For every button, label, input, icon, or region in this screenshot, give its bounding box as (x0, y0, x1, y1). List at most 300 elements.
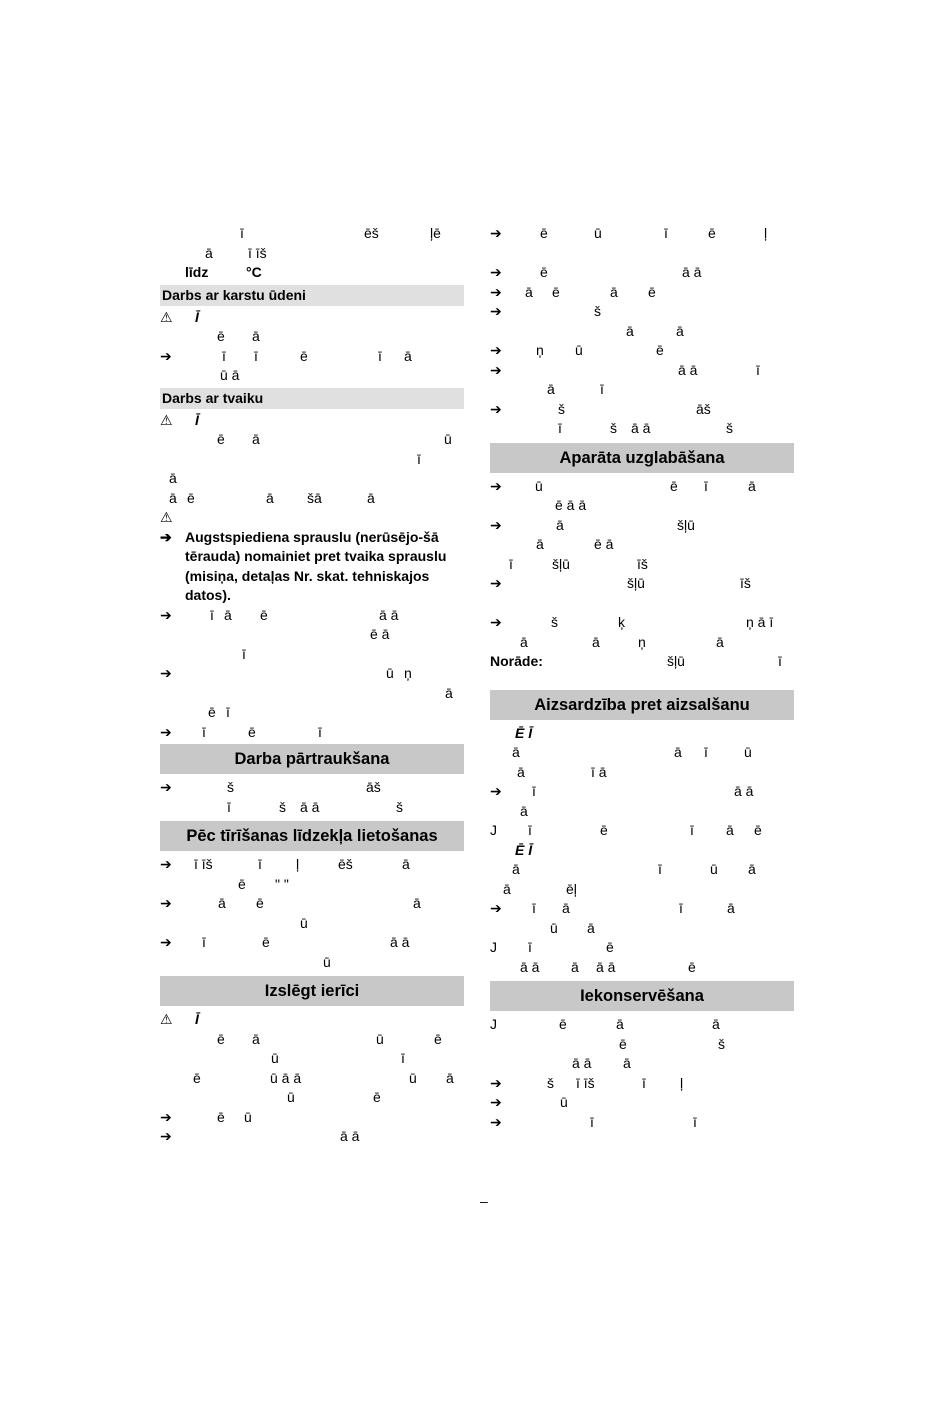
glyph-fragment: ī (202, 723, 206, 740)
glyph-fragment: ē (260, 606, 268, 623)
glyph-fragment: ē (434, 1030, 442, 1047)
arrow-icon: ➔ (160, 895, 172, 911)
glyph-fragment: ē (754, 822, 762, 838)
glyph-fragment: ī (704, 477, 708, 494)
heading-off: Izslēgt ierīci (160, 976, 464, 1006)
arrow-icon: ➔ (490, 783, 502, 799)
text-line (490, 724, 794, 744)
text-line (160, 411, 464, 431)
arrow-icon: ➔ (160, 528, 172, 545)
glyph-fragment: šļū (677, 516, 695, 533)
glyph-fragment: ņ ā ī (746, 614, 774, 630)
text-line (160, 953, 464, 973)
arrow-icon: ➔ (490, 283, 502, 300)
text-line (160, 1127, 464, 1147)
arrow-icon: ➔ (490, 1113, 502, 1130)
heading-pause: Darba pārtraukšana (160, 744, 464, 774)
glyph-fragment: ū (575, 342, 583, 358)
glyph-fragment: Ī (195, 1011, 199, 1027)
arrow-icon: ➔ (490, 361, 502, 378)
glyph-fragment: ē (262, 934, 270, 950)
glyph-fragment: ā (536, 536, 544, 552)
glyph-fragment: ā (367, 489, 375, 506)
glyph-fragment: ī (679, 900, 683, 916)
glyph-fragment: ā (712, 1016, 720, 1032)
warning-icon: ⚠ (160, 411, 173, 428)
glyph-fragment: ū (535, 477, 543, 494)
glyph-fragment: ē (540, 264, 548, 280)
text-line (160, 508, 464, 528)
text-line (490, 821, 794, 841)
glyph-fragment: ā (616, 1016, 624, 1032)
arrow-icon: ➔ (490, 303, 502, 319)
glyph-fragment: ā ā (596, 958, 616, 975)
glyph-fragment: ū (560, 1094, 568, 1110)
text-line (490, 400, 794, 420)
pause-section (160, 778, 464, 817)
glyph-fragment: šļū (627, 575, 645, 591)
arrow-icon: ➔ (160, 665, 172, 681)
glyph-fragment: ēš (364, 225, 379, 241)
glyph-fragment: ā ā (678, 361, 698, 378)
glyph-fragment: ē (217, 1030, 225, 1047)
glyph-fragment: ļ (764, 225, 768, 241)
text-line (490, 283, 794, 303)
glyph-fragment: ā (626, 322, 634, 339)
text-line (160, 798, 464, 818)
text-line (160, 1108, 464, 1128)
heading-frost: Aizsardzība pret aizsalšanu (490, 690, 794, 720)
heading-steam: Darbs ar tvaiku (160, 388, 464, 409)
text-line (490, 958, 794, 978)
glyph-fragment: ī (590, 1113, 594, 1130)
warning-icon: ⚠ (160, 509, 173, 525)
glyph-fragment: šā (307, 489, 322, 506)
glyph-fragment: ī (690, 822, 694, 838)
heading-hot-water: Darbs ar karstu ūdeni (160, 285, 464, 306)
glyph-fragment: ē (256, 895, 264, 911)
glyph-fragment: ī (318, 723, 322, 740)
glyph-fragment: ņ (536, 342, 544, 358)
glyph-fragment: J (490, 1016, 497, 1032)
arrow-icon: ➔ (490, 614, 502, 630)
glyph-fragment: ē (373, 1089, 381, 1105)
arrow-icon: ➔ (490, 477, 502, 494)
glyph-fragment: ē (187, 489, 195, 506)
glyph-fragment: ē (606, 939, 614, 955)
glyph-fragment: ā (402, 856, 410, 872)
glyph-fragment: ā (445, 684, 453, 701)
glyph-fragment: ā (587, 919, 595, 936)
glyph-fragment: āš (696, 400, 711, 417)
glyph-fragment: ā (413, 895, 421, 911)
glyph-fragment: ē (559, 1016, 567, 1032)
text-line (490, 341, 794, 361)
glyph-fragment: ē ā (370, 626, 390, 642)
text-line (160, 450, 464, 470)
glyph-fragment: ē (300, 347, 308, 364)
arrow-icon: ➔ (160, 934, 172, 950)
glyph-fragment: ņ (404, 665, 412, 681)
glyph-fragment: ā (252, 1030, 260, 1047)
arrow-icon: ➔ (160, 606, 172, 623)
heading-after-cleaner: Pēc tīrīšanas līdzekļa lietošanas (160, 821, 464, 851)
text-line (160, 894, 464, 914)
right-intro (490, 224, 794, 439)
glyph-fragment: ī (222, 347, 226, 364)
glyph-fragment: ķ (618, 614, 625, 630)
arrow-icon: ➔ (490, 900, 502, 916)
text-line (160, 933, 464, 953)
glyph-fragment: ū (409, 1069, 417, 1086)
glyph-fragment: ā ā (520, 958, 540, 975)
text-line (490, 613, 794, 633)
glyph-fragment: ā (404, 347, 412, 364)
glyph-fragment: ī (227, 798, 231, 815)
glyph-fragment: ī (600, 381, 604, 397)
glyph-fragment: ā (610, 283, 618, 300)
glyph-fragment: ū (550, 919, 558, 936)
glyph-fragment: ēš (338, 856, 353, 872)
glyph-fragment: ā (525, 283, 533, 300)
glyph-fragment: ū (323, 953, 331, 970)
text-line (490, 938, 794, 958)
glyph-fragment: š (551, 614, 558, 630)
glyph-fragment: ī (658, 861, 662, 877)
glyph-fragment: ā (748, 477, 756, 494)
glyph-fragment: ā (224, 606, 232, 623)
glyph-fragment: ā (517, 763, 525, 780)
glyph-fragment: š (594, 303, 601, 319)
glyph-fragment: ā (623, 1055, 631, 1071)
glyph-fragment: ļē (430, 225, 441, 241)
text-line (160, 469, 464, 489)
glyph-fragment: ē (688, 958, 696, 975)
right-column (490, 224, 794, 1132)
text-line (160, 684, 464, 704)
text-line (490, 919, 794, 939)
glyph-fragment: ī īš (576, 1074, 595, 1091)
glyph-fragment: Ē Ī (515, 841, 533, 858)
note-glyph: ī (778, 653, 782, 669)
text-line (490, 263, 794, 283)
heading-storage: Aparāta uzglabāšana (490, 443, 794, 473)
glyph-fragment: ā (674, 744, 682, 760)
text-line (490, 782, 794, 802)
glyph-fragment: āš (366, 779, 381, 795)
glyph-fragment: ū (376, 1030, 384, 1047)
arrow-icon: ➔ (160, 347, 172, 364)
text-line (490, 1113, 794, 1133)
glyph-fragment: ē (248, 723, 256, 740)
text-line (160, 1030, 464, 1050)
text-line (160, 1049, 464, 1069)
glyph-fragment: ā (727, 900, 735, 916)
glyph-fragment: ī (242, 645, 246, 662)
text-line (490, 763, 794, 783)
steam-nozzle-text: Augstspiediena sprauslu (nerūsējo-šā tērauda) nomainiet pret tvaika sprauslu (misiņa, detaļas Nr. skat. tehniskajos datos). (185, 528, 447, 603)
text-line (490, 1035, 794, 1055)
glyph-fragment: š (718, 1035, 725, 1052)
glyph-fragment: š (547, 1074, 554, 1091)
glyph-fragment: īš (740, 575, 751, 591)
glyph-fragment: ā ā (631, 420, 651, 436)
glyph-fragment: ē (552, 283, 560, 300)
glyph-fragment: ā (748, 861, 756, 877)
text-line (160, 703, 464, 723)
text-line (490, 880, 794, 900)
glyph-fragment: ī (642, 1074, 646, 1091)
glyph-fragment: š (227, 779, 234, 795)
storage-section (490, 477, 794, 653)
glyph-fragment: ī (254, 347, 258, 364)
glyph-fragment: ā (252, 431, 260, 447)
glyph-fragment: ā (512, 861, 520, 877)
text-line (490, 633, 794, 653)
preserve-section (490, 1015, 794, 1132)
arrow-icon: ➔ (490, 1074, 502, 1091)
glyph-fragment: ā (520, 802, 528, 819)
steam-nozzle-instruction (160, 528, 464, 606)
glyph-fragment: ā (676, 322, 684, 339)
glyph-fragment: ī (240, 225, 244, 241)
glyph-fragment: ī (756, 361, 760, 378)
glyph-fragment: š (610, 420, 617, 436)
glyph-fragment: Ī (195, 308, 199, 325)
glyph-fragment: ū ā (220, 367, 240, 383)
glyph-fragment: ū (244, 1108, 252, 1125)
glyph-fragment: ē (238, 875, 246, 892)
glyph-fragment: ī (509, 555, 513, 572)
text-line (490, 535, 794, 555)
text-line (490, 224, 794, 244)
text-line (160, 263, 464, 283)
glyph-fragment: ū (271, 1050, 279, 1066)
text-line (160, 723, 464, 743)
left-column (160, 224, 464, 1147)
text-line (160, 1088, 464, 1108)
glyph-fragment: ā (205, 244, 213, 261)
note-line (490, 652, 794, 672)
glyph-fragment: ā ā (340, 1128, 360, 1144)
text-line (160, 645, 464, 665)
glyph-fragment: ī ā (591, 763, 607, 780)
text-line (490, 1093, 794, 1113)
text-line (160, 664, 464, 684)
text-line (490, 1015, 794, 1035)
glyph-fragment: š (726, 420, 733, 436)
glyph-fragment: ē (600, 822, 608, 838)
arrow-icon: ➔ (160, 856, 172, 872)
glyph-fragment: ē ā (594, 536, 614, 552)
glyph-fragment: š (396, 798, 403, 815)
note-label: Norāde: (490, 653, 543, 669)
glyph-fragment: ī (532, 783, 536, 799)
heading-preserve: Iekonservēšana (490, 981, 794, 1011)
arrow-icon: ➔ (490, 225, 502, 241)
arrow-icon: ➔ (160, 779, 172, 795)
glyph-fragment: Ī (195, 411, 199, 428)
glyph-fragment: ū (444, 431, 452, 447)
glyph-fragment: ī (532, 900, 536, 916)
glyph-fragment: J (490, 939, 497, 955)
steam-after-section (160, 606, 464, 743)
off-section (160, 1010, 464, 1147)
glyph-fragment: ā ā (682, 264, 702, 280)
glyph-fragment: ī (664, 225, 668, 241)
glyph-fragment: ā (252, 328, 260, 344)
text-line (490, 594, 794, 614)
glyph-fragment: ū (710, 861, 718, 877)
glyph-fragment: ā ā (572, 1055, 592, 1071)
glyph-fragment: ī (378, 347, 382, 364)
arrow-icon: ➔ (160, 723, 172, 740)
glyph-fragment: ī (528, 822, 532, 838)
text-line (160, 914, 464, 934)
text-line (490, 743, 794, 763)
text-line (490, 244, 794, 264)
glyph-fragment: īš (637, 555, 648, 572)
steam-section (160, 411, 464, 528)
glyph-fragment: J (490, 822, 497, 838)
note-glyph: šļū (667, 653, 685, 669)
glyph-fragment: ē (217, 431, 225, 447)
glyph-fragment: ā (547, 381, 555, 397)
arrow-icon: ➔ (490, 1094, 502, 1110)
glyph-fragment: ū ā ā (270, 1069, 302, 1086)
glyph-fragment: ā ā (390, 934, 410, 950)
text-line (490, 496, 794, 516)
glyph-fragment: ā (520, 633, 528, 650)
glyph-fragment: ā (218, 895, 226, 911)
glyph-fragment: ļ (680, 1074, 684, 1091)
text-line (490, 574, 794, 594)
left-intro (160, 224, 464, 283)
glyph-fragment: ā (716, 633, 724, 650)
text-line (490, 841, 794, 861)
text-line (490, 361, 794, 381)
after-cleaner-section (160, 855, 464, 972)
glyph-fragment: līdz (185, 264, 209, 280)
glyph-fragment: ū (287, 1089, 295, 1105)
glyph-fragment: ū (386, 665, 394, 681)
glyph-fragment: ī (202, 934, 206, 950)
arrow-icon: ➔ (490, 400, 502, 417)
text-line (160, 625, 464, 645)
text-line (160, 327, 464, 347)
glyph-fragment: ū (744, 744, 752, 760)
glyph-fragment: ā (562, 900, 570, 916)
glyph-fragment: ī (704, 744, 708, 760)
text-line (490, 302, 794, 322)
arrow-icon: ➔ (490, 575, 502, 591)
text-line (160, 224, 464, 244)
text-line (490, 555, 794, 575)
text-line (160, 244, 464, 264)
text-line (160, 347, 464, 367)
arrow-icon: ➔ (490, 264, 502, 280)
glyph-fragment: ē (217, 1108, 225, 1125)
text-line (160, 855, 464, 875)
glyph-fragment: ē (648, 283, 656, 300)
arrow-icon: ➔ (160, 1128, 172, 1144)
glyph-fragment: ē (656, 342, 664, 358)
glyph-fragment: šļū (552, 555, 570, 572)
glyph-fragment: ā (446, 1069, 454, 1086)
glyph-fragment: ā (169, 489, 177, 506)
text-line (160, 875, 464, 895)
text-line (490, 322, 794, 342)
glyph-fragment: ā (726, 822, 734, 838)
glyph-fragment: ā (503, 880, 511, 897)
glyph-fragment: ē (193, 1069, 201, 1086)
frost-section (490, 724, 794, 978)
arrow-icon: ➔ (490, 342, 502, 358)
glyph-fragment: š (558, 400, 565, 417)
glyph-fragment: " " (275, 875, 289, 892)
arrow-icon: ➔ (160, 1108, 172, 1125)
page-number: – (480, 1193, 488, 1209)
text-line (490, 802, 794, 822)
glyph-fragment: ī (210, 606, 214, 623)
glyph-fragment: ī īš (194, 856, 213, 872)
glyph-fragment: ā (556, 516, 564, 533)
text-line (490, 419, 794, 439)
glyph-fragment: ī īš (248, 244, 267, 261)
glyph-fragment: ā (512, 744, 520, 760)
glyph-fragment: ī (558, 420, 562, 436)
hot-water-section (160, 308, 464, 386)
glyph-fragment: ē (619, 1035, 627, 1052)
glyph-fragment: ā (592, 633, 600, 650)
text-line (490, 1074, 794, 1094)
text-line (160, 366, 464, 386)
glyph-fragment: Ē Ī (515, 724, 533, 741)
text-line (160, 308, 464, 328)
glyph-fragment: ļ (296, 856, 300, 872)
glyph-fragment: ē (540, 225, 548, 241)
warning-icon: ⚠ (160, 308, 173, 325)
glyph-fragment: ā (169, 470, 177, 486)
glyph-fragment: ī (417, 450, 421, 467)
glyph-fragment: ū (594, 225, 602, 241)
glyph-fragment: ē (208, 704, 216, 720)
glyph-fragment: ī (528, 939, 532, 955)
text-line (490, 1054, 794, 1074)
warning-icon: ⚠ (160, 1011, 173, 1027)
text-line (160, 430, 464, 450)
glyph-fragment: ā ā (734, 783, 754, 799)
glyph-fragment: ņ (638, 633, 646, 650)
glyph-fragment: ī (693, 1113, 697, 1130)
text-line (160, 489, 464, 509)
glyph-fragment: š (279, 798, 286, 815)
text-line (160, 778, 464, 798)
arrow-icon: ➔ (490, 516, 502, 533)
text-line (490, 380, 794, 400)
glyph-fragment: ū (300, 914, 308, 931)
glyph-fragment: ī (226, 704, 230, 720)
glyph-fragment: ē ā ā (555, 497, 587, 513)
text-line (160, 1069, 464, 1089)
glyph-fragment: ēļ (566, 880, 577, 897)
glyph-fragment: ē (217, 328, 225, 344)
glyph-fragment: ā ā (300, 798, 320, 815)
text-line (160, 606, 464, 626)
glyph-fragment: ā ā (379, 606, 399, 623)
glyph-fragment: ī (401, 1050, 405, 1066)
text-line (490, 860, 794, 880)
